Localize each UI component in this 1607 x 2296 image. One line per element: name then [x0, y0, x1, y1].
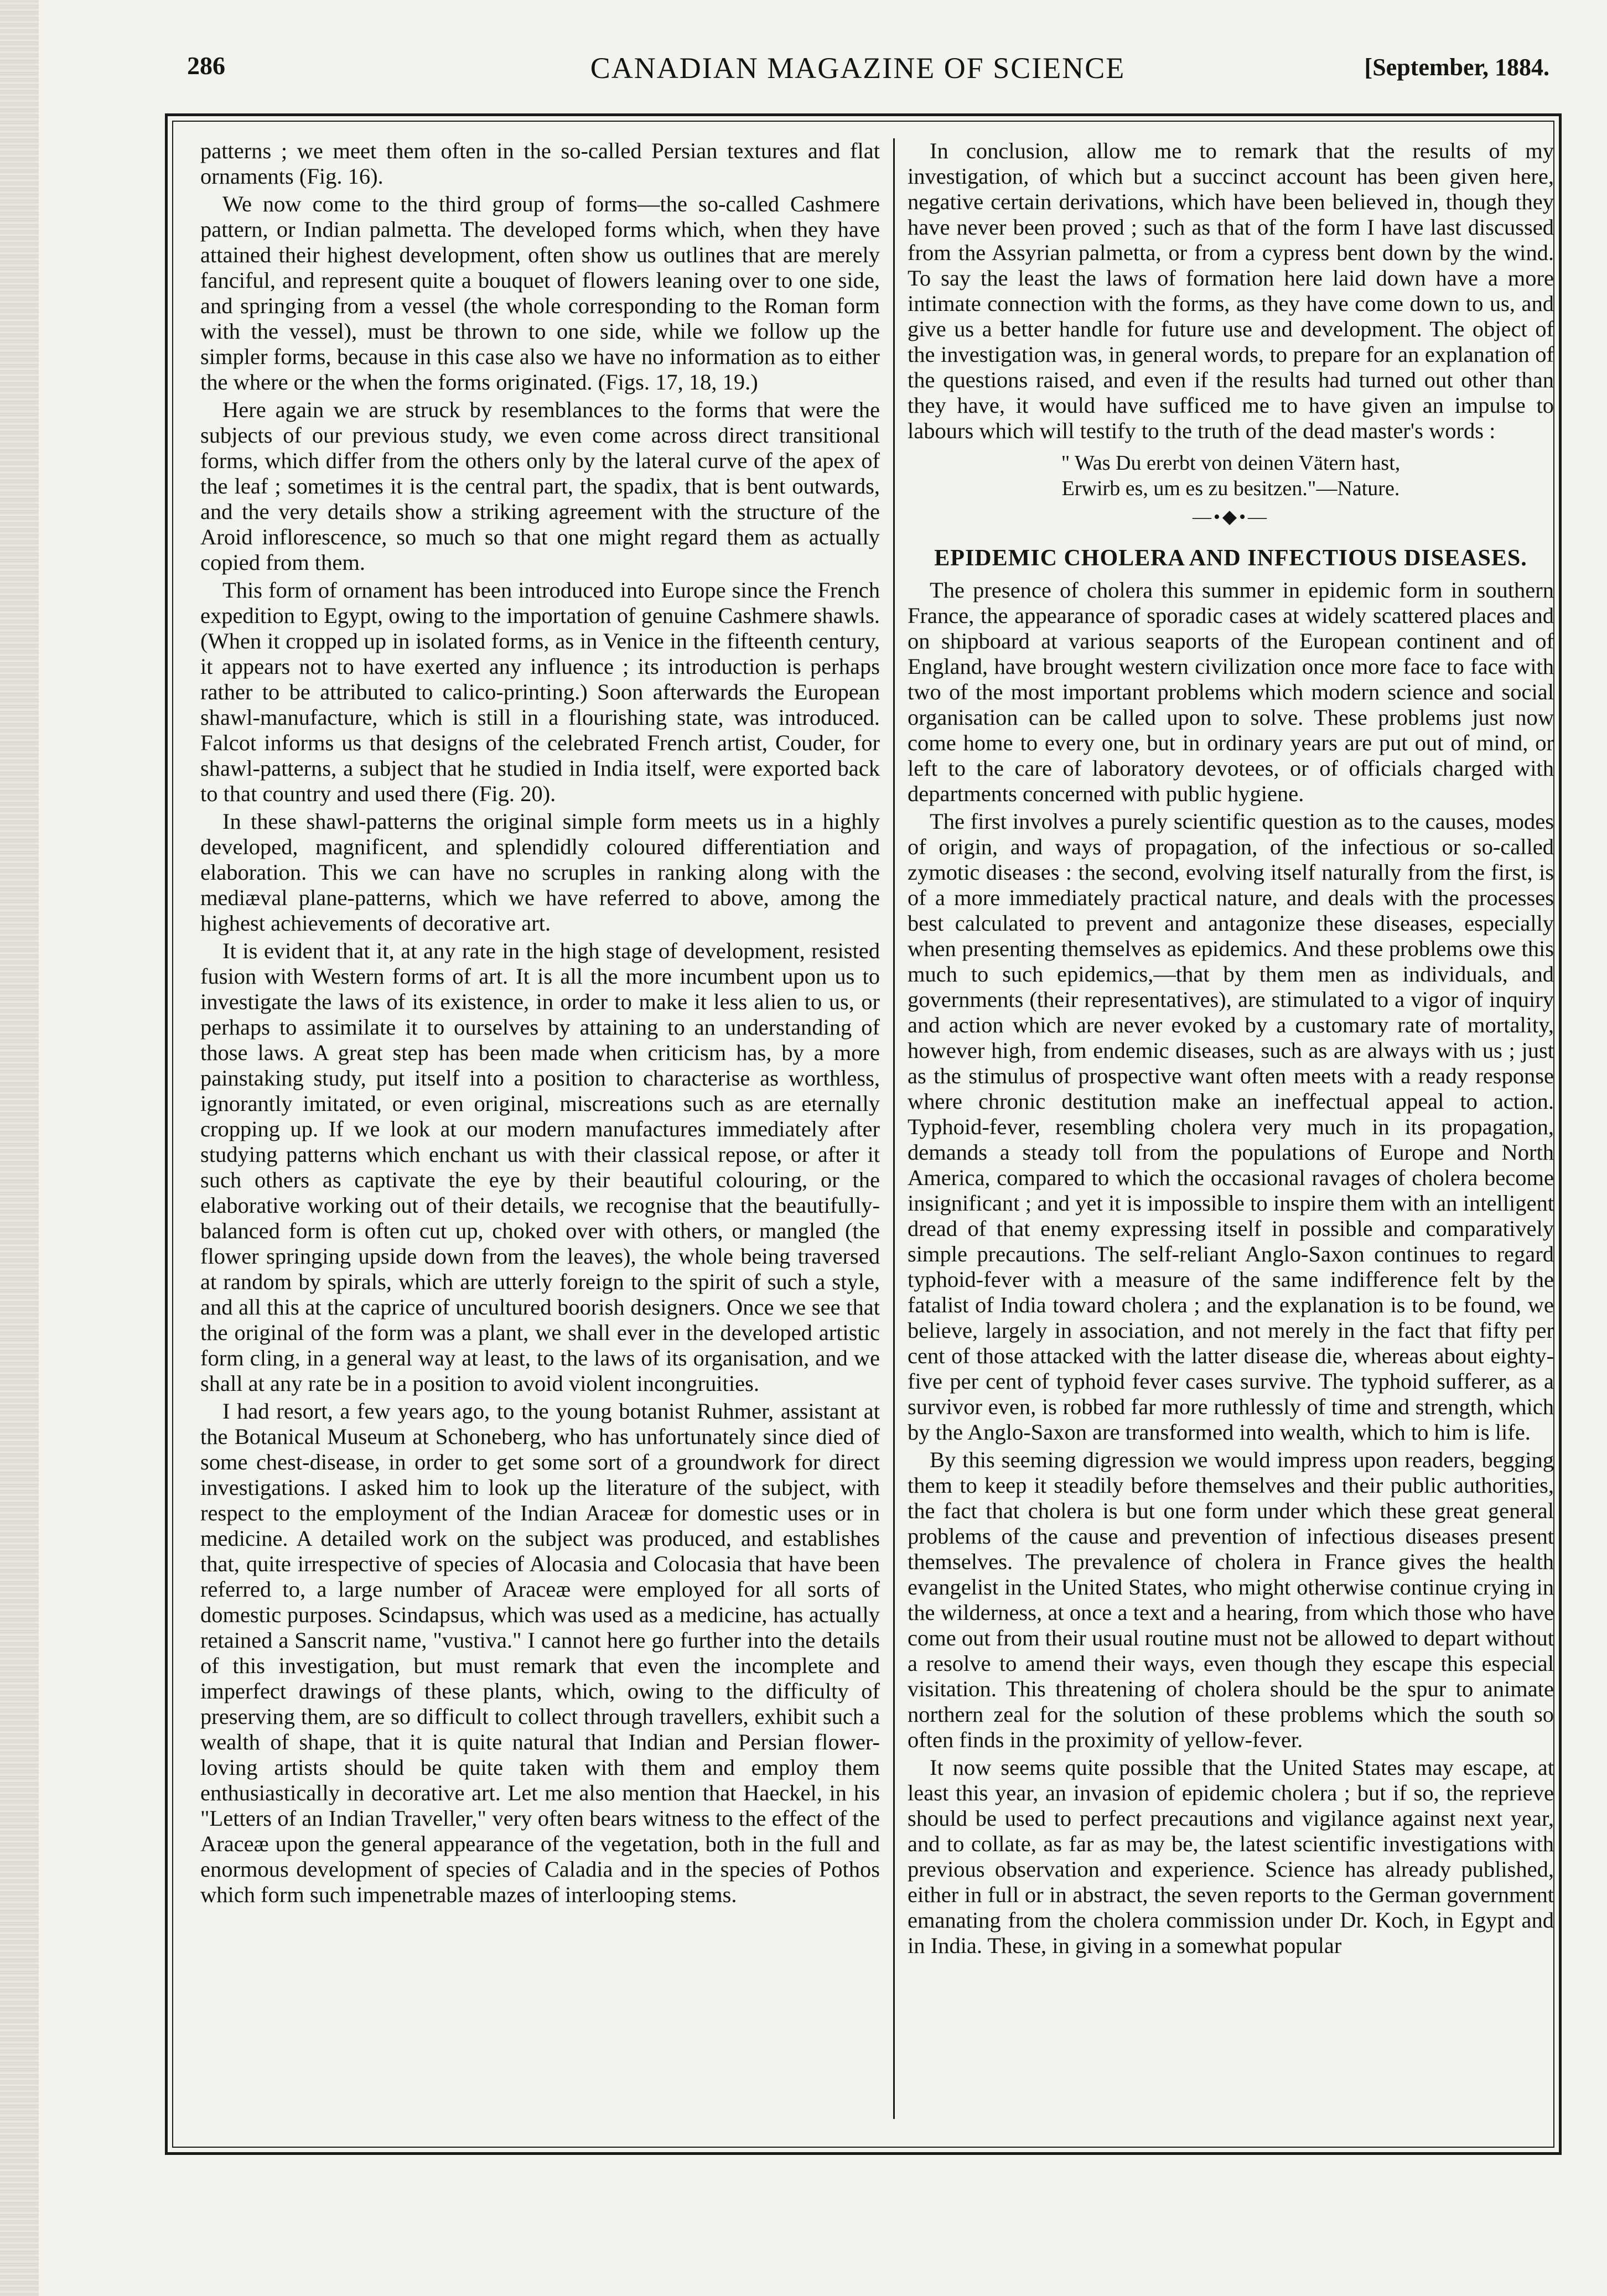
quote-line: " Was Du ererbt von deinen Vätern hast,	[1061, 451, 1401, 475]
right-column	[908, 138, 1554, 2130]
section-ornament: —•◆•—	[1193, 507, 1269, 527]
goethe-quote	[908, 450, 1554, 501]
section-title: EPIDEMIC CHOLERA AND INFECTIOUS DISEASES.	[934, 546, 1527, 571]
issue-date: [September, 1884.	[1364, 54, 1549, 81]
paragraph: By this seeming digression we would impress upon readers, begging them to keep it steadily before themselves and their public authorities, the fact that cholera is but one form under which these great general problems of the cause and prevention of infectious diseases present themselves. The prevalence of cholera in France gives the health evangelist in the United States, who might otherwise continue crying in the wilderness, at once a text and a hearing, from which those who have come out from their usual routine must not be allowed to depart without a resolve to amend their ways, even though they escape this especial visitation. This threatening of cholera should be the spur to animate northern zeal for the solution of these problems which the south so often finds in the proximity of yellow-fever.	[908, 1447, 1554, 1752]
paragraph: In conclusion, allow me to remark that the results of my investigation, of which but a succinct account has been given here, negative certain derivations, which have been believed in, though they have never been proved ; such as that of the form I have last discussed from the Assyrian palmetta, or from a cypress bent down by the wind. To say the least the laws of formation here laid down have a more intimate connection with the forms, as they have come down to us, and give us a better handle for future use and development. The object of the investigation was, in general words, to prepare for an explanation of the questions raised, and even if the results had turned out other than they have, it would have sufficed me to have given an impulse to labours which will testify to the truth of the dead master's words :	[908, 138, 1554, 443]
paragraph: Here again we are struck by resemblances to the forms that were the subjects of our previous study, we even come across direct transitional forms, which differ from the others only by the lateral curve of the apex of the leaf ; sometimes it is the central part, the spadix, that is bent outwards, and the very details show a striking agreement with the structure of the Aroid inflorescence, so much so that one might regard them as actually copied from them.	[200, 397, 880, 575]
paragraph: The presence of cholera this summer in epidemic form in southern France, the appearance of sporadic cases at widely scattered places and on shipboard at various seaports of the European continent and of England, have brought western civilization once more face to face with two of the most important problems which modern science and social organisation can be called upon to solve. These problems just now come home to every one, but in ordinary years are put out of mind, or left to the care of laboratory devotees, or of officials charged with departments concerned with public hygiene.	[908, 578, 1554, 806]
paragraph: I had resort, a few years ago, to the young botanist Ruhmer, assistant at the Botanical Museum at Schoneberg, who has unfortunately since died of some chest-disease, in order to get some sort of a groundwork for direct investigations. I asked him to look up the literature of the subject, with respect to the employment of the Indian Araceæ for domestic uses or in medicine. A detailed work on the subject was produced, and establishes that, quite irrespective of species of Alocasia and Colocasia that have been referred to, a large number of Araceæ were employed for all sorts of domestic purposes. Scindapsus, which was used as a medicine, has actually retained a Sanscrit name, "vustiva." I cannot here go further into the details of this investigation, but must remark that even the incomplete and imperfect drawings of these plants, which, owing to the difficulty of preserving them, are so difficult to collect through travellers, exhibit such a wealth of shape, that it is quite natural that Indian and Persian flower-loving artists should be quite taken with them and employ them enthusiastically in decorative art. Let me also mention that Haeckel, in his "Letters of an Indian Traveller," very often bears witness to the effect of the Araceæ upon the general appearance of the vegetation, both in the full and enormous development of species of Caladia and in the species of Pothos which form such impenetrable mazes of interlooping stems.	[200, 1399, 880, 1907]
running-title: CANADIAN MAGAZINE OF SCIENCE	[590, 51, 1126, 85]
left-column	[200, 138, 880, 2130]
paragraph: In these shawl-patterns the original simple form meets us in a highly developed, magnificent, and splendidly coloured differentiation and elaboration. This we can have no scruples in ranking along with the mediæval plane-patterns, which we have referred to above, among the highest achievements of decorative art.	[200, 809, 880, 936]
page-number: 286	[187, 51, 225, 80]
paragraph: The first involves a purely scientific question as to the causes, modes of origin, and ways of propagation, of the infectious or so-called zymotic diseases : the second, evolving itself naturally from the first, is of a more immediately practical nature, and deals with the processes best calculated to prevent and antagonize these diseases, especially when presenting themselves as epidemics. And these problems owe this much to such epidemics,—that by them men as individuals, and governments (their representatives), are stimulated to a vigor of inquiry and action which are never evoked by a customary rate of mortality, however high, from endemic diseases, such as are always with us ; just as the stimulus of prospective want often meets with a ready response where chronic destitution make an ineffectual appeal to action. Typhoid-fever, resembling cholera very much in its propagation, demands a steady toll from the populations of Europe and North America, compared to which the occasional ravages of cholera become insignificant ; and yet it is impossible to inspire them with an intelligent dread of that enemy expressing itself in possible and comparatively simple precautions. The self-reliant Anglo-Saxon continues to regard typhoid-fever with a measure of the same indifference felt by the fatalist of India toward cholera ; and the explanation is to be found, we believe, largely in association, and not merely in the fact that fifty per cent of those attacked with the latter disease die, whereas about eighty-five per cent of typhoid fever cases survive. The typhoid sufferer, as a survivor even, is robbed far more ruthlessly of time and strength, which by the Anglo-Saxon are transformed into wealth, which to him is life.	[908, 809, 1554, 1445]
page-header	[166, 51, 1549, 95]
quote-line: Erwirb es, um es zu besitzen."—Nature.	[1061, 477, 1400, 500]
scan-edge	[0, 0, 39, 2296]
paragraph: patterns ; we meet them often in the so-called Persian textures and flat ornaments (Fig. 16).	[200, 138, 880, 189]
paragraph: It is evident that it, at any rate in the high stage of development, resisted fusion with Western forms of art. It is all the more incumbent upon us to investigate the laws of its existence, in order to make it less alien to us, or perhaps to assimilate it to ourselves by attaining to an understanding of those laws. A great step has been made when criticism has, by a more painstaking study, put itself into a position to characterise as worthless, ignorantly imitated, or even original, miscreations such as are eternally cropping up. If we look at our modern manufactures immediately after studying patterns which enchant us with their classical repose, or after it such others as captivate the eye by their beautiful colouring, or the elaborative working out of their details, we recognise that the beautifully-balanced form is often cut up, choked over with others, or mangled (the flower springing upside down from the leaves), the whole being traversed at random by spirals, which are utterly foreign to the spirit of such a style, and all this at the caprice of uncultured boorish designers. Once we see that the original of the form was a plant, we shall ever in the developed artistic form cling, in a general way at least, to the laws of its organisation, and we shall at any rate be in a position to avoid violent incongruities.	[200, 938, 880, 1396]
paragraph: We now come to the third group of forms—the so-called Cashmere pattern, or Indian palmetta. The developed forms which, when they have attained their highest development, often show us outlines that are merely fanciful, and represent quite a bouquet of flowers leaning over to one side, and springing from a vessel (the whole corresponding to the Roman form with the vessel), must be thrown to one side, while we follow up the simpler forms, because in this case also we have no information as to either the where or the when the forms originated. (Figs. 17, 18, 19.)	[200, 191, 880, 394]
paragraph: It now seems quite possible that the United States may escape, at least this year, an invasion of epidemic cholera ; but if so, the reprieve should be used to perfect precautions and vigilance against next year, and to collate, as far as may be, the latest scientific investigations with previous observation and experience. Science has already published, either in full or in abstract, the seven reports to the German government emanating from the cholera commission under Dr. Koch, in Egypt and in India. These, in giving in a somewhat popular	[908, 1755, 1554, 1958]
column-divider	[893, 138, 895, 2119]
paragraph: This form of ornament has been introduced into Europe since the French expedition to Egypt, owing to the importation of genuine Cashmere shawls. (When it cropped up in isolated forms, as in Venice in the fifteenth century, it appears not to have exerted any influence ; its introduction is perhaps rather to be attributed to calico-printing.) Soon afterwards the European shawl-manufacture, which is still in a flourishing state, was introduced. Falcot informs us that designs of the celebrated French artist, Couder, for shawl-patterns, a subject that he studied in India itself, were exported back to that country and used there (Fig. 20).	[200, 578, 880, 806]
